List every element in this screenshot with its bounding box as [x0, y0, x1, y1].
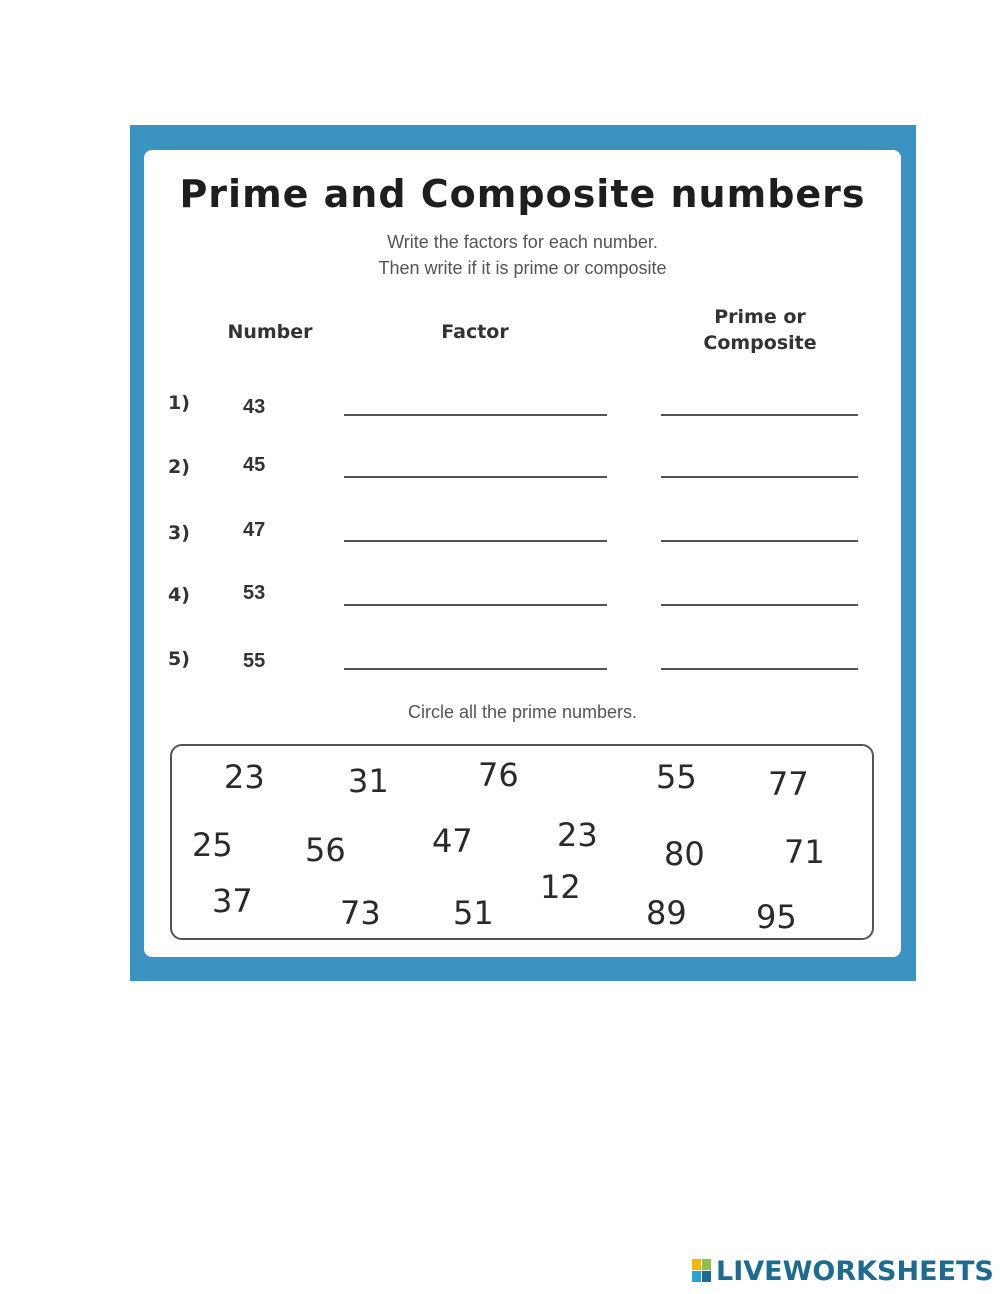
row-number: 53	[243, 582, 266, 604]
circle-number[interactable]: 31	[348, 762, 389, 800]
liveworksheets-logo	[692, 1254, 994, 1288]
factor-answer-blank[interactable]	[344, 476, 607, 478]
row-number: 43	[243, 396, 266, 418]
row-number: 55	[243, 650, 266, 672]
worksheet-title: Prime and Composite numbers	[179, 172, 866, 216]
row-label: 4)	[168, 584, 190, 606]
column-header-factor: Factor	[441, 321, 509, 343]
factor-answer-blank[interactable]	[344, 604, 607, 606]
circle-number[interactable]: 23	[224, 758, 265, 796]
factor-answer-blank[interactable]	[344, 540, 607, 542]
row-label: 3)	[168, 522, 190, 544]
circle-number[interactable]: 95	[756, 898, 797, 936]
question-row	[0, 642, 1000, 672]
row-number: 45	[243, 454, 266, 476]
circle-number[interactable]: 25	[192, 826, 233, 864]
column-header-prime-composite	[680, 304, 840, 356]
prime-composite-answer-blank[interactable]	[661, 414, 858, 416]
circle-instruction: Circle all the prime numbers.	[407, 702, 638, 722]
prime-composite-answer-blank[interactable]	[661, 540, 858, 542]
column-header-number: Number	[227, 321, 313, 343]
question-row	[0, 578, 1000, 608]
circle-number[interactable]: 76	[478, 756, 519, 794]
column-header-composite: Composite	[703, 332, 817, 354]
instruction-line-1: Write the factors for each number.	[387, 232, 658, 252]
column-header-prime-or: Prime or	[714, 306, 806, 328]
instruction-line-2: Then write if it is prime or composite	[378, 258, 667, 278]
circle-number[interactable]: 80	[664, 835, 705, 873]
circle-number[interactable]: 56	[305, 831, 346, 869]
brand-name: LIVEWORKSHEETS	[716, 1255, 994, 1287]
circle-number[interactable]: 47	[432, 822, 473, 860]
question-row	[0, 450, 1000, 480]
row-label: 5)	[168, 648, 190, 670]
circle-number[interactable]: 37	[212, 882, 253, 920]
prime-composite-answer-blank[interactable]	[661, 668, 858, 670]
circle-number[interactable]: 71	[784, 833, 825, 871]
factor-answer-blank[interactable]	[344, 668, 607, 670]
circle-number[interactable]: 51	[453, 894, 494, 932]
circle-number[interactable]: 55	[656, 758, 697, 796]
question-row	[0, 388, 1000, 418]
circle-number[interactable]: 73	[340, 894, 381, 932]
prime-composite-answer-blank[interactable]	[661, 604, 858, 606]
row-label: 1)	[168, 392, 190, 414]
circle-number[interactable]: 77	[768, 765, 809, 803]
row-label: 2)	[168, 456, 190, 478]
circle-number[interactable]: 23	[557, 816, 598, 854]
prime-composite-answer-blank[interactable]	[661, 476, 858, 478]
circle-number[interactable]: 12	[540, 868, 581, 906]
liveworksheets-logo-icon	[692, 1259, 712, 1283]
question-row	[0, 514, 1000, 544]
row-number: 47	[243, 519, 266, 541]
circle-number[interactable]: 89	[646, 894, 687, 932]
factor-answer-blank[interactable]	[344, 414, 607, 416]
